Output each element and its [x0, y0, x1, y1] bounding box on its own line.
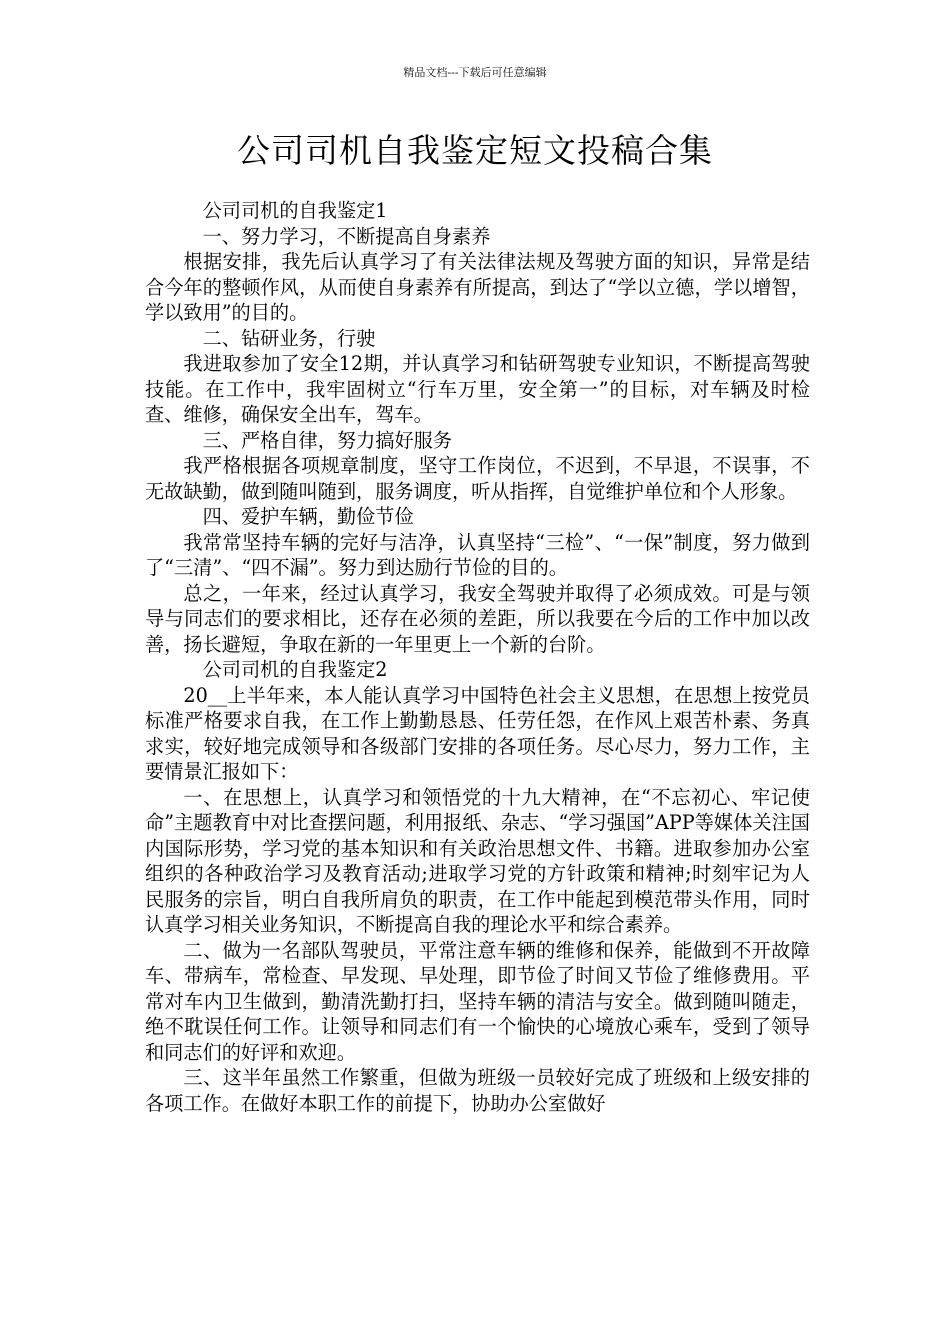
paragraph-vehicles: 我常常坚持车辆的完好与洁净，认真坚持“三检”、“一保”制度，努力做到了“三清”、“四不漏”。努力到达励行节俭的目的。: [145, 530, 810, 579]
subsection-heading-vehicles: 四、爱护车辆，勤俭节俭: [202, 505, 414, 528]
paragraph-work: 三、这半年虽然工作繁重，但做为班级一员较好完成了班级和上级安排的各项工作。在做好本职工作的前提下，协助办公室做好: [145, 1066, 810, 1115]
paragraph-discipline: 我严格根据各项规章制度，坚守工作岗位，不迟到，不早退，不误事，不无故缺勤，做到随叫随到，服务调度，听从指挥，自觉维护单位和个人形象。: [145, 454, 810, 503]
paragraph-driving: 二、做为一名部队驾驶员，平常注意车辆的维修和保养，能做到不开故障车、带病车，常检查、早发现、早处理，即节俭了时间又节俭了维修费用。平常对车内卫生做到，勤清洗勤打扫，坚持车辆的清洁与安全。做到随叫随走，绝不耽误任何工作。让领导和同志们有一个愉快的心境放心乘车，受到了领导和同志们的好评和欢迎。: [145, 938, 810, 1064]
paragraph-summary: 总之，一年来，经过认真学习，我安全驾驶并取得了必须成效。可是与领导与同志们的要求相比，还存在必须的差距，所以我要在今后的工作中加以改善，扬长避短，争取在新的一年里更上一个新的台阶。: [145, 581, 810, 656]
paragraph-business: 我进取参加了安全12期，并认真学习和钻研驾驶专业知识，不断提高驾驶技能。在工作中，我牢固树立“行车万里，安全第一”的目标，对车辆及时检查、维修，确保安全出车，驾车。: [145, 352, 810, 426]
paragraph-study: 根据安排，我先后认真学习了有关法律法规及驾驶方面的知识，异常是结合今年的整顿作风，从而使自身素养有所提高，到达了“学以立德，学以增智，学以致用”的目的。: [145, 250, 810, 324]
document-title: 公司司机自我鉴定短文投稿合集: [237, 131, 713, 170]
section-heading-1: 公司司机的自我鉴定1: [202, 199, 388, 222]
paragraph-ideology: 一、在思想上，认真学习和领悟党的十九大精神，在“不忘初心、牢记使命”主题教育中对比查摆问题，利用报纸、杂志、“学习强国”APP等媒体关注国内国际形势，学习党的基本知识和有关政治思想文件、书籍。进取参加办公室组织的各种政治学习及教育活动;进取学习党的方针政策和精神;时刻牢记为人民服务的宗旨，明白自我所肩负的职责，在工作中能起到模范带头作用，同时认真学习相关业务知识，不断提高自我的理论水平和综合素养。: [145, 785, 810, 936]
subsection-heading-discipline: 三、严格自律，努力搞好服务: [202, 428, 453, 452]
section-heading-2: 公司司机的自我鉴定2: [202, 658, 388, 681]
subsection-heading-study: 一、努力学习，不断提高自身素养: [202, 224, 491, 248]
paragraph-intro-2: 20__上半年来，本人能认真学习中国特色社会主义思想，在思想上按党员标准严格要求自我，在工作上勤勤恳恳、任劳任怨，在作风上艰苦朴素、务真求实，较好地完成领导和各级部门安排的各项任务。尽心尽力，努力工作，主要情景汇报如下：: [145, 683, 810, 783]
page-header-note: 精品文档---下载后可任意编辑: [403, 66, 547, 79]
subsection-heading-business: 二、钻研业务，行驶: [202, 326, 376, 350]
document-body: [145, 198, 810, 1116]
